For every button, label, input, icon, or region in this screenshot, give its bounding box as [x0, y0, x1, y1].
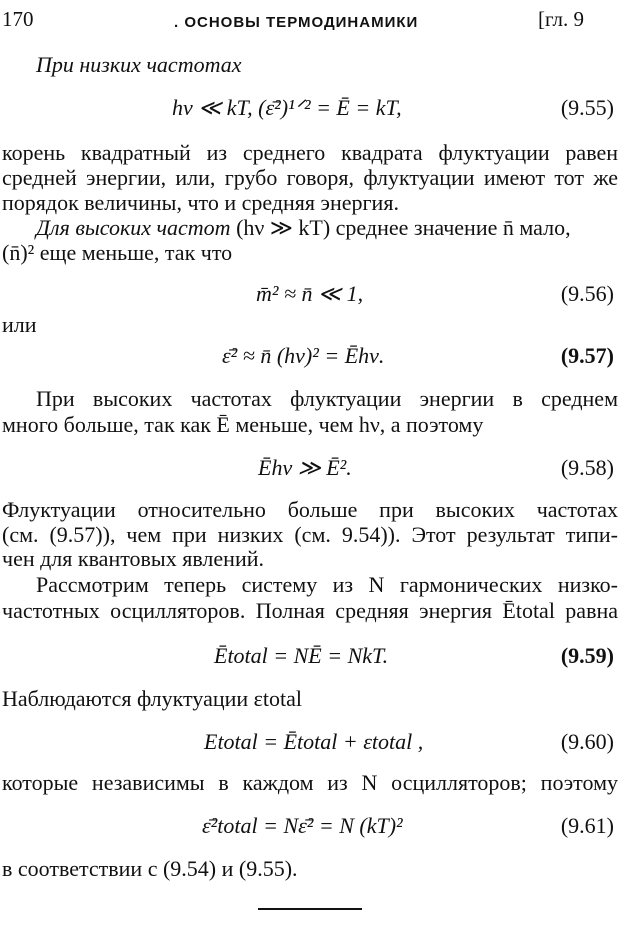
- equation-9-57: ε̄² ≈ n̄ (hν)² = Ēhν.: [222, 343, 385, 368]
- footer-rule: [258, 908, 362, 910]
- eq-number-9-60: (9.60): [560, 729, 614, 754]
- paragraph-line: Рассмотрим теперь систему из N гармонических низко-: [36, 572, 618, 597]
- eq-number-9-57: (9.57): [560, 343, 614, 368]
- equation-9-55: hν ≪ kT, (ε̄²)¹ᐟ² = Ē = kT,: [172, 95, 402, 120]
- paragraph-line: порядок величины, что и средняя энергия.: [2, 190, 399, 215]
- paragraph-line: корень квадратный из среднего квадрата флуктуации равен: [2, 140, 618, 165]
- paragraph-line: (см. (9.57)), чем при низких (см. 9.54)). Этот результат типи-: [2, 522, 618, 547]
- paragraph-line: [36, 215, 571, 241]
- paragraph-line: Флуктуации относительно больше при высоких частотах: [2, 497, 618, 522]
- high-frequencies-phrase: Для высоких частот: [36, 215, 231, 240]
- paragraph-line: в соответствии с (9.54) и (9.55).: [2, 856, 298, 881]
- eq-number-9-58: (9.58): [560, 455, 614, 480]
- word-ili: или: [2, 312, 37, 337]
- heading-low-frequencies: При низких частотах: [36, 52, 242, 77]
- paragraph-line: много больше, так как Ē меньше, чем hν, а поэтому: [2, 412, 484, 437]
- paragraph-line: чен для квантовых явлений.: [2, 546, 264, 571]
- paragraph-line: Наблюдаются флуктуации εtotal: [2, 686, 303, 711]
- equation-9-60: Etotal = Ētotal + εtotal ,: [204, 729, 424, 754]
- running-title: . ОСНОВЫ ТЕРМОДИНАМИКИ: [174, 14, 419, 31]
- eq-number-9-59: (9.59): [560, 643, 614, 668]
- eq-number-9-56: (9.56): [560, 281, 614, 306]
- eq-number-9-61: (9.61): [560, 813, 614, 838]
- page-number: 170: [2, 7, 34, 31]
- paragraph-text: (hν ≫ kT) среднее значение n̄ мало,: [236, 215, 571, 240]
- paragraph-line: При высоких частотах флуктуации энергии в среднем: [36, 386, 618, 411]
- paragraph-line: которые независимы в каждом из N осцилляторов; поэтому: [2, 770, 618, 795]
- eq-number-9-55: (9.55): [560, 95, 614, 120]
- paragraph-line: средней энергии, или, грубо говоря, флуктуации имеют тот же: [2, 165, 618, 190]
- chapter-marker: [гл. 9: [538, 7, 585, 31]
- paragraph-line: (n̄)² еще меньше, так что: [2, 240, 233, 265]
- equation-9-59: Ētotal = NĒ = NkT.: [214, 643, 389, 668]
- equation-9-61: ε̄²total = Nε̄² = N (kT)²: [202, 813, 403, 838]
- paragraph-line: частотных осцилляторов. Полная средняя энергия Ētotal равна: [2, 598, 618, 623]
- equation-9-56: m̄² ≈ n̄ ≪ 1,: [256, 281, 364, 306]
- equation-9-58: Ēhν ≫ Ē².: [258, 455, 352, 480]
